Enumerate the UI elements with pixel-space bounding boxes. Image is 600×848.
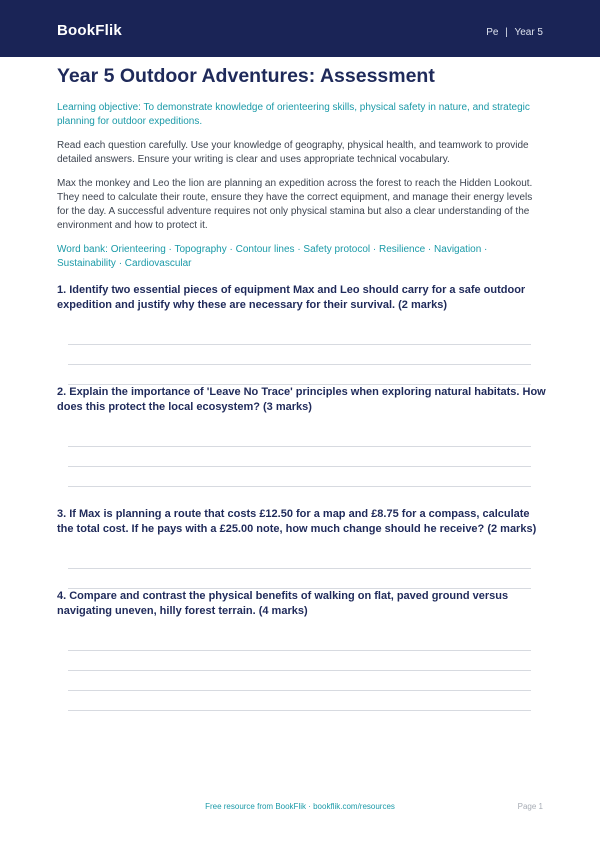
question-2: 2. Explain the importance of 'Leave No Trace' principles when exploring natural habitats. How does this protect the local ecosystem? (3 marks) bbox=[57, 386, 546, 413]
answer-line[interactable] bbox=[68, 650, 531, 651]
answer-line[interactable] bbox=[68, 710, 531, 711]
scenario-text: Max the monkey and Leo the lion are planning an expedition across the forest to reach the Hidden Lookout. They need to calculate their route, ensure they have the correct equipment, and manage their energy levels for the day. A successful adventure requires not only physical stamina but also a clear understanding of the environment and how to protect it. bbox=[57, 178, 533, 231]
question-3: 3. If Max is planning a route that costs £12.50 for a map and £8.75 for a compass, calculate the total cost. If he pays with a £25.00 note, how much change should he receive? (2 marks) bbox=[57, 508, 537, 535]
answer-line[interactable] bbox=[68, 446, 531, 447]
answer-line[interactable] bbox=[68, 690, 531, 691]
question-1: 1. Identify two essential pieces of equipment Max and Leo should carry for a safe outdoor expedition and justify why these are necessary for their survival. (2 marks) bbox=[57, 284, 526, 311]
question-4: 4. Compare and contrast the physical benefits of walking on flat, paved ground versus navigating uneven, hilly forest terrain. (4 marks) bbox=[57, 590, 509, 617]
year-label: Year 5 bbox=[514, 27, 543, 38]
answer-line[interactable] bbox=[68, 344, 531, 345]
subject-label: Pe bbox=[486, 27, 499, 38]
page-title: Year 5 Outdoor Adventures: Assessment bbox=[57, 65, 435, 87]
answer-line[interactable] bbox=[68, 670, 531, 671]
header-meta bbox=[486, 27, 543, 38]
instructions: Read each question carefully. Use your knowledge of geography, physical health, and teamwork to provide detailed answers. Ensure your writing is clear and uses appropriate technical vocabulary. bbox=[57, 140, 529, 165]
page-number: Page 1 bbox=[517, 802, 543, 811]
meta-separator: | bbox=[505, 27, 508, 38]
footer-resource-link[interactable]: Free resource from BookFlik · bookflik.com/resources bbox=[205, 802, 395, 811]
answer-line[interactable] bbox=[68, 364, 531, 365]
answer-line[interactable] bbox=[68, 466, 531, 467]
answer-line[interactable] bbox=[68, 486, 531, 487]
answer-line[interactable] bbox=[68, 568, 531, 569]
brand-logo: BookFlik bbox=[57, 22, 122, 39]
page-header bbox=[0, 0, 600, 57]
learning-objective: Learning objective: To demonstrate knowledge of orienteering skills, physical safety in nature, and strategic planning for outdoor expeditions. bbox=[57, 102, 530, 127]
intro-section bbox=[57, 63, 543, 271]
word-bank: Word bank: Orienteering · Topography · Contour lines · Safety protocol · Resilience · Navigation · Sustainability · Cardiovascular bbox=[57, 244, 488, 269]
